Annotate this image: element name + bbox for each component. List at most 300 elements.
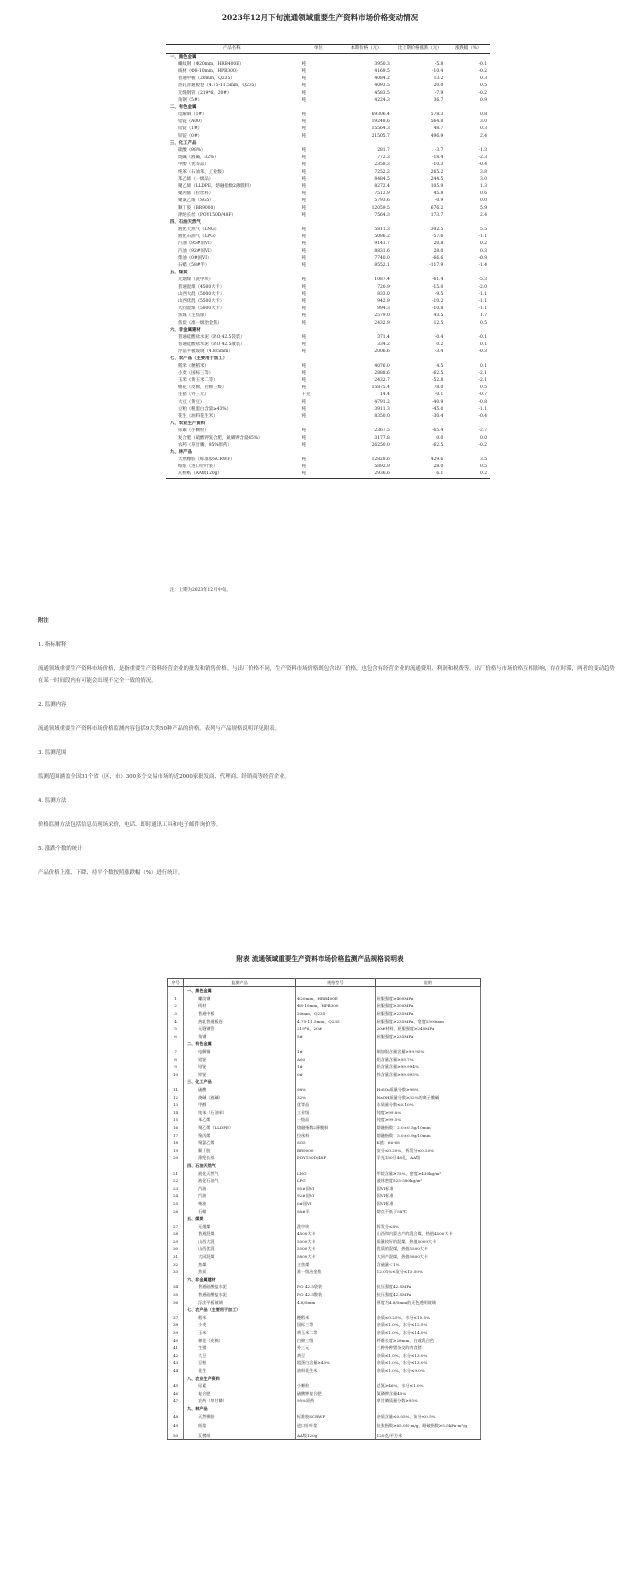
pct-cell: -0.7 — [478, 392, 487, 398]
price-cell: 4084.2 — [374, 76, 390, 82]
spec-cell: 黄玉米二等 — [295, 1329, 375, 1337]
header-price: 本期价格（元） — [339, 45, 393, 54]
category-row — [168, 1405, 481, 1413]
table-row — [166, 155, 490, 162]
unit-cell: 吨 — [301, 349, 306, 355]
table-row — [168, 1124, 481, 1132]
price-cell — [339, 104, 393, 111]
pct-cell — [446, 356, 490, 363]
table-row — [166, 442, 490, 449]
price-cell: 4093.5 — [374, 83, 390, 89]
header-product: 产品名称 — [166, 45, 298, 54]
product-name: 农药（草甘膦，95%原药） — [178, 442, 232, 448]
change-cell: -62.5 — [432, 442, 444, 448]
desc-cell: 屈服强度≥400MPa — [375, 995, 480, 1003]
spec-cell: 洗中块 — [295, 1222, 375, 1230]
row-number: 16 — [168, 1124, 184, 1132]
table-row — [166, 133, 490, 140]
unit-cell — [298, 449, 340, 456]
item-name: 电解铜 — [184, 1048, 296, 1056]
table-row — [166, 291, 490, 298]
product-name: 二、有色金属 — [170, 104, 197, 110]
row-number — [168, 1306, 184, 1314]
desc-cell: 草甘膦质量分数≥95% — [375, 1397, 480, 1405]
spec-cell: 0# — [295, 1071, 375, 1079]
pct-cell — [446, 104, 490, 111]
item-name: 线材 — [184, 1002, 296, 1010]
item-name: 大同混煤 — [184, 1253, 296, 1261]
desc-cell: 120克/平方米 — [375, 1432, 480, 1440]
desc-cell: 挥发分≤8% — [375, 1222, 480, 1230]
table-row — [168, 1093, 481, 1101]
pct-cell: 0.6 — [480, 191, 487, 197]
desc-cell: 灰分≤0.20%，挥发分≤0.20% — [375, 1146, 480, 1154]
pct-cell: 2.4 — [480, 212, 487, 218]
desc-cell: 铅含量含量≥99.994% — [375, 1063, 480, 1071]
item-name: 普通中板 — [184, 1010, 296, 1018]
unit-cell: 吨 — [301, 320, 306, 326]
spec-cell — [295, 1276, 375, 1284]
desc-cell: 杂质≤1.0%，水分≤13.0% — [375, 1352, 480, 1360]
price-cell: 5892.9 — [374, 464, 390, 470]
item-name: 稻米 — [184, 1314, 296, 1322]
table-row — [168, 1245, 481, 1253]
desc-cell: 三种外种猪杂交的肉食猪 — [375, 1344, 480, 1352]
item-name: 八、农业生产资料 — [184, 1374, 296, 1382]
price-cell — [339, 449, 393, 456]
product-name: 角钢（5#） — [178, 97, 203, 103]
table-row — [168, 1382, 481, 1390]
change-cell: 105.9 — [430, 183, 444, 189]
category-row — [166, 421, 490, 428]
row-number: 38 — [168, 1321, 184, 1329]
table-row — [166, 198, 490, 205]
unit-cell: 吨 — [301, 435, 306, 441]
row-number: 26 — [168, 1207, 184, 1215]
item-name: 四、石油天然气 — [184, 1162, 296, 1170]
spec-cell — [295, 1405, 375, 1413]
table-row — [168, 1207, 481, 1215]
unit-cell: 吨 — [301, 169, 306, 175]
price-cell: 9141.7 — [374, 241, 390, 247]
product-name: 锌锭（0#） — [178, 133, 203, 139]
spec-cell: 5# — [295, 1033, 375, 1041]
product-name: 电解铜（1#） — [178, 112, 207, 118]
pct-cell: 0.1 — [480, 363, 487, 369]
item-name: 汽油 — [184, 1192, 296, 1200]
header-no: 序号 — [168, 979, 184, 987]
product-name: 小麦（国标三等） — [178, 370, 214, 376]
table-row — [166, 435, 490, 442]
pct-cell — [446, 54, 490, 62]
pct-cell: -2.7 — [478, 428, 487, 434]
product-name: 山西大混（5000大卡） — [178, 291, 225, 297]
desc-cell: 杂质≤1.0%，水分≤14.0% — [375, 1329, 480, 1337]
product-name: 天然橡胶（标准胶SCRWF） — [178, 457, 235, 463]
price-cell: 19248.6 — [371, 119, 390, 125]
row-number: 22 — [168, 1177, 184, 1185]
desc-cell: H₂SO₄质量分数≥98% — [375, 1086, 480, 1094]
price-cell: 994.3 — [377, 306, 390, 312]
table-row — [168, 1291, 481, 1299]
pct-cell — [446, 449, 490, 456]
table-row — [166, 90, 490, 97]
row-number: 48 — [168, 1412, 184, 1420]
price-cell: 3950.3 — [374, 61, 390, 67]
table-row — [166, 68, 490, 75]
table-row — [168, 1283, 481, 1291]
price-cell: 772.3 — [377, 155, 390, 161]
table-row — [166, 147, 490, 154]
table-row — [166, 248, 490, 255]
unit-cell: 吨 — [301, 126, 306, 132]
spec-cell: 20mm，Q235 — [295, 1010, 375, 1018]
price-table-header — [166, 45, 490, 54]
spec-cell: 外三元 — [295, 1344, 375, 1352]
row-number: 27 — [168, 1222, 184, 1230]
price-cell: 371.4 — [377, 334, 390, 340]
change-cell: -7.9 — [434, 90, 444, 96]
spec-cell: 219*6，20# — [295, 1025, 375, 1033]
desc-cell — [375, 1306, 480, 1314]
unit-cell: 吨 — [301, 227, 306, 233]
change-cell — [393, 104, 447, 111]
section-text-1: 流通领域重要生产资料市场价格，是指重要生产资料经营企业的批发和销售价格。与出厂价格不同，生产资料市场价格既包含出厂价格，也包含有经营企业的流通费用、利润和税费等。出厂价格与市场价格互相影响，存在时滞，两者的变动趋势在某一时间段内有可能会出现不完全一致的情况。 — [38, 666, 615, 684]
unit-cell: 吨 — [301, 284, 306, 290]
section-text-5: 产品价格上涨、下降、持平个数按照涨跌幅（%）进行统计。 — [38, 870, 184, 876]
change-cell: 0.2 — [436, 342, 444, 348]
spec-cell: POY150D/48F — [295, 1154, 375, 1162]
product-name: 线材（Φ8-10mm，HPB300） — [178, 68, 241, 74]
item-name: 复合肥 — [184, 1389, 296, 1397]
price-cell: 2579.0 — [374, 313, 390, 319]
unit-cell: 吨 — [301, 255, 306, 261]
table-row — [166, 234, 490, 241]
price-cell: 8552.1 — [374, 263, 390, 269]
category-row — [168, 1306, 481, 1314]
table-row — [168, 1048, 481, 1056]
table-row — [168, 1336, 481, 1344]
price-cell: 7564.3 — [374, 212, 390, 218]
table-row — [168, 1253, 481, 1261]
pct-cell: -0.1 — [478, 61, 487, 67]
item-name: 普通硅酸盐水泥 — [184, 1283, 296, 1291]
change-cell: 48.7 — [433, 126, 444, 132]
item-name: 铅锭 — [184, 1063, 296, 1071]
spec-cell: 5000大卡 — [295, 1238, 375, 1246]
desc-cell: 杂质≤1.0%，水分≤9.0% — [375, 1367, 480, 1375]
price-cell: 7252.3 — [374, 169, 390, 175]
product-name: 苯乙烯（一级品） — [178, 176, 214, 182]
table-row — [168, 1055, 481, 1063]
spec-cell — [295, 987, 375, 995]
unit-cell — [298, 54, 340, 62]
item-name: 九、林产品 — [184, 1405, 296, 1413]
row-number: 23 — [168, 1184, 184, 1192]
item-name: 硫酸 — [184, 1086, 296, 1094]
spec-cell: 油料花生米 — [295, 1367, 375, 1375]
change-cell: 173.7 — [430, 212, 444, 218]
item-name: 热轧普通板卷 — [184, 1017, 296, 1025]
unit-cell: 吨 — [301, 428, 306, 434]
item-name: 普通硅酸盐水泥 — [184, 1291, 296, 1299]
product-name: 棉花（皮棉，白棉三级） — [178, 385, 227, 391]
change-cell: 28.0 — [433, 248, 444, 254]
table-row — [168, 1389, 481, 1397]
table-row — [166, 176, 490, 183]
unit-cell — [298, 421, 340, 428]
product-name: 涤纶长丝（POY150D/48F） — [178, 212, 236, 218]
spec-cell: 98% — [295, 1086, 375, 1094]
price-cell: 5086.2 — [374, 234, 390, 240]
header-item: 监测产品 — [184, 979, 296, 987]
spec-cell: 工业级 — [295, 1109, 375, 1117]
spec-cell: 小颗粒 — [295, 1382, 375, 1390]
row-number: 42 — [168, 1352, 184, 1360]
product-name: 生猪（外三元） — [178, 392, 209, 398]
row-number: 40 — [168, 1336, 184, 1344]
item-name: 生猪 — [184, 1344, 296, 1352]
spec-cell: 进口针叶浆 — [295, 1420, 375, 1432]
unit-cell: 吨 — [301, 68, 306, 74]
desc-cell: 杂质含量≤0.05%，灰分≤0.5% — [375, 1412, 480, 1420]
product-name: 热轧普通板卷（4.75-11.5mm，Q235） — [178, 83, 259, 89]
table-row — [166, 191, 490, 198]
category-row — [166, 104, 490, 111]
unit-cell: 吨 — [301, 76, 306, 82]
appendix-head: 附注 — [38, 618, 49, 624]
table-row — [166, 162, 490, 169]
product-name: 汽油（95#国VI） — [178, 241, 215, 247]
unit-cell: 吨 — [301, 119, 306, 125]
table-row — [166, 112, 490, 119]
unit-cell: 吨 — [301, 205, 306, 211]
item-name: 液化天然气 — [184, 1169, 296, 1177]
category-row — [168, 1374, 481, 1382]
change-cell — [393, 356, 447, 363]
pct-cell: 1.3 — [480, 183, 487, 189]
spec-cell: BR9000 — [295, 1146, 375, 1154]
change-cell: 302.5 — [430, 227, 444, 233]
item-name: 普通混煤 — [184, 1230, 296, 1238]
product-name: 普通硅酸盐水泥（P.O 42.5散装） — [178, 342, 245, 348]
desc-cell: 水质量分数≤0.10% — [375, 1101, 480, 1109]
pct-cell: 0.3 — [480, 76, 487, 82]
row-number: 50 — [168, 1432, 184, 1440]
pct-cell: 0.3 — [480, 248, 487, 254]
section-heading-4: 4. 监测方法 — [38, 798, 67, 804]
change-cell: 0.0 — [436, 435, 444, 441]
product-name: 烧碱（液碱，32%） — [178, 155, 219, 161]
change-cell — [393, 449, 447, 456]
table-row — [166, 471, 490, 479]
product-name: 液化天然气（LNG） — [178, 227, 219, 233]
change-cell: -10.4 — [432, 68, 444, 74]
unit-cell: 吨 — [301, 97, 306, 103]
section-heading-5: 5. 涨跌个数的统计 — [38, 846, 83, 852]
desc-cell: 质量较好的混煤，热值5000大卡 — [375, 1238, 480, 1246]
spec-cell: 粗蛋白含量≥43% — [295, 1359, 375, 1367]
row-number: 47 — [168, 1397, 184, 1405]
table-row — [168, 1367, 481, 1375]
table-row — [168, 1063, 481, 1071]
change-cell: 429.6 — [430, 457, 444, 463]
price-cell: 8831.6 — [374, 248, 390, 254]
item-name: 农药（草甘膦） — [184, 1397, 296, 1405]
price-cell: 2432.9 — [374, 320, 390, 326]
desc-cell — [375, 1078, 480, 1086]
spec-cell: AA级120g — [295, 1432, 375, 1440]
pct-cell: 5.9 — [480, 205, 487, 211]
section-heading-2: 2. 监测内容 — [38, 702, 67, 708]
price-cell: 5793.6 — [374, 198, 390, 204]
row-number — [168, 1162, 184, 1170]
item-name: 瓦楞纸 — [184, 1432, 296, 1440]
item-name: 七、农产品（主要用于加工） — [184, 1306, 296, 1314]
pct-cell — [446, 327, 490, 334]
change-cell: 4.5 — [436, 363, 444, 369]
pct-cell: 0.3 — [480, 126, 487, 132]
spec-cell: SG5 — [295, 1139, 375, 1147]
unit-cell: 吨 — [301, 162, 306, 168]
pct-cell — [446, 140, 490, 147]
table-row — [166, 464, 490, 471]
item-name: 焦炭 — [184, 1268, 296, 1276]
item-name: 天然橡胶 — [184, 1412, 296, 1420]
row-number: 46 — [168, 1389, 184, 1397]
product-name: 一、黑色金属 — [170, 54, 197, 60]
spec-cell — [295, 1162, 375, 1170]
desc-cell: 锌含量含量≥99.995% — [375, 1071, 480, 1079]
item-name: 五、煤炭 — [184, 1215, 296, 1223]
row-number: 5 — [168, 1025, 184, 1033]
pct-cell: -5.3 — [478, 277, 487, 283]
row-number: 12 — [168, 1093, 184, 1101]
row-number: 30 — [168, 1245, 184, 1253]
change-cell: 244.5 — [430, 176, 444, 182]
desc-cell: 含硫量＜1% — [375, 1260, 480, 1268]
pct-cell: 0.5 — [480, 320, 487, 326]
item-name: 涤纶长丝 — [184, 1154, 296, 1162]
desc-cell: 优质的混煤，热值5500大卡 — [375, 1245, 480, 1253]
table-row — [168, 1192, 481, 1200]
table-row — [166, 126, 490, 133]
desc-cell: 20#材料，屈服强度≥245MPa — [375, 1025, 480, 1033]
product-name: 石蜡（58#半） — [178, 263, 210, 269]
change-cell: -9.5 — [434, 291, 444, 297]
price-cell: 8484.5 — [374, 176, 390, 182]
product-name: 豆粕（粗蛋白含量≥43%） — [178, 406, 231, 412]
spec-cell: 4.8/5mm — [295, 1298, 375, 1306]
section-text-2: 流通领域重要生产资料市场价格监测内容包括9大类50种产品的价格。表列与产品规格说明详见附表。 — [38, 726, 281, 732]
item-name: 聚乙烯（LLDPE） — [184, 1124, 296, 1132]
price-cell — [339, 327, 393, 334]
spec-cell: Φ8-10mm，HPB300 — [295, 1002, 375, 1010]
product-name: 焦煤（主焦煤） — [178, 313, 209, 319]
row-number — [168, 1215, 184, 1223]
product-name: 无缝钢管（219*6，20#） — [178, 90, 232, 96]
row-number: 20 — [168, 1154, 184, 1162]
change-cell: -117.9 — [429, 263, 444, 269]
table-row — [168, 1025, 481, 1033]
table-row — [168, 1432, 481, 1440]
row-number — [168, 987, 184, 995]
section-heading-3: 3. 监测范围 — [38, 750, 67, 756]
row-number: 10 — [168, 1071, 184, 1079]
desc-cell: 铜加银含量含量≥99.95% — [375, 1048, 480, 1056]
table-row — [168, 1010, 481, 1018]
unit-cell: 吨 — [301, 176, 306, 182]
pct-cell: 3.5 — [480, 457, 487, 463]
product-name: 八、农业生产资料 — [170, 421, 206, 427]
item-name: 螺纹钢 — [184, 995, 296, 1003]
product-name: 聚乙烯（LLDPE，熔融指数2薄膜料） — [178, 183, 254, 189]
price-cell: 21505.7 — [371, 133, 390, 139]
change-cell — [393, 327, 447, 334]
desc-cell: 国VI标准 — [375, 1200, 480, 1208]
change-cell: 265.2 — [430, 169, 444, 175]
spec-cell — [295, 1215, 375, 1223]
product-name: 普通中板（20mm，Q235） — [178, 76, 235, 82]
header-spec: 规格型号 — [295, 979, 375, 987]
price-cell: 69306.4 — [371, 112, 390, 118]
price-cell: 8272.4 — [374, 183, 390, 189]
pct-cell: 0.2 — [446, 471, 490, 479]
table-row — [166, 119, 490, 126]
spec-cell: Φ20mm，HRB400E — [295, 995, 375, 1003]
change-cell: 6.1 — [393, 471, 447, 479]
table-row — [168, 1329, 481, 1337]
pct-cell: 0.5 — [480, 83, 487, 89]
row-number — [168, 1405, 184, 1413]
pct-cell: -2.1 — [478, 370, 487, 376]
pct-cell — [446, 270, 490, 277]
unit-cell — [298, 140, 340, 147]
desc-cell — [375, 1276, 480, 1284]
desc-cell: 大同产混煤，热值5800大卡 — [375, 1253, 480, 1261]
product-name: 硫酸（98%） — [178, 148, 206, 154]
price-cell: 15564.3 — [371, 126, 390, 132]
change-cell: -65.4 — [432, 428, 444, 434]
item-name: 烧碱（液碱） — [184, 1093, 296, 1101]
change-cell: -10.2 — [432, 298, 444, 304]
table-row — [168, 1177, 481, 1185]
price-cell: 833.0 — [377, 291, 390, 297]
row-number: 41 — [168, 1344, 184, 1352]
spec-cell: 标准胶SCRWF — [295, 1412, 375, 1420]
item-name: 纸浆 — [184, 1420, 296, 1432]
row-number: 15 — [168, 1116, 184, 1124]
change-cell — [393, 421, 447, 428]
table-row — [166, 457, 490, 464]
category-row — [168, 987, 481, 995]
change-cell: 564.8 — [430, 119, 444, 125]
table-row — [166, 320, 490, 327]
table-row — [166, 205, 490, 212]
table-row — [166, 61, 490, 68]
unit-cell — [298, 104, 340, 111]
change-cell: -61.4 — [432, 277, 444, 283]
desc-cell: 12.01%≤灰分≤13.50% — [375, 1268, 480, 1276]
row-number: 44 — [168, 1367, 184, 1375]
item-name: 无烟煤 — [184, 1222, 296, 1230]
change-cell: 36.7 — [433, 97, 444, 103]
change-cell: -0.9 — [434, 198, 444, 204]
row-number: 19 — [168, 1146, 184, 1154]
product-name: 尿素（小颗粒） — [178, 428, 209, 434]
change-cell: 43.5 — [433, 313, 444, 319]
change-cell: -3.4 — [434, 349, 444, 355]
